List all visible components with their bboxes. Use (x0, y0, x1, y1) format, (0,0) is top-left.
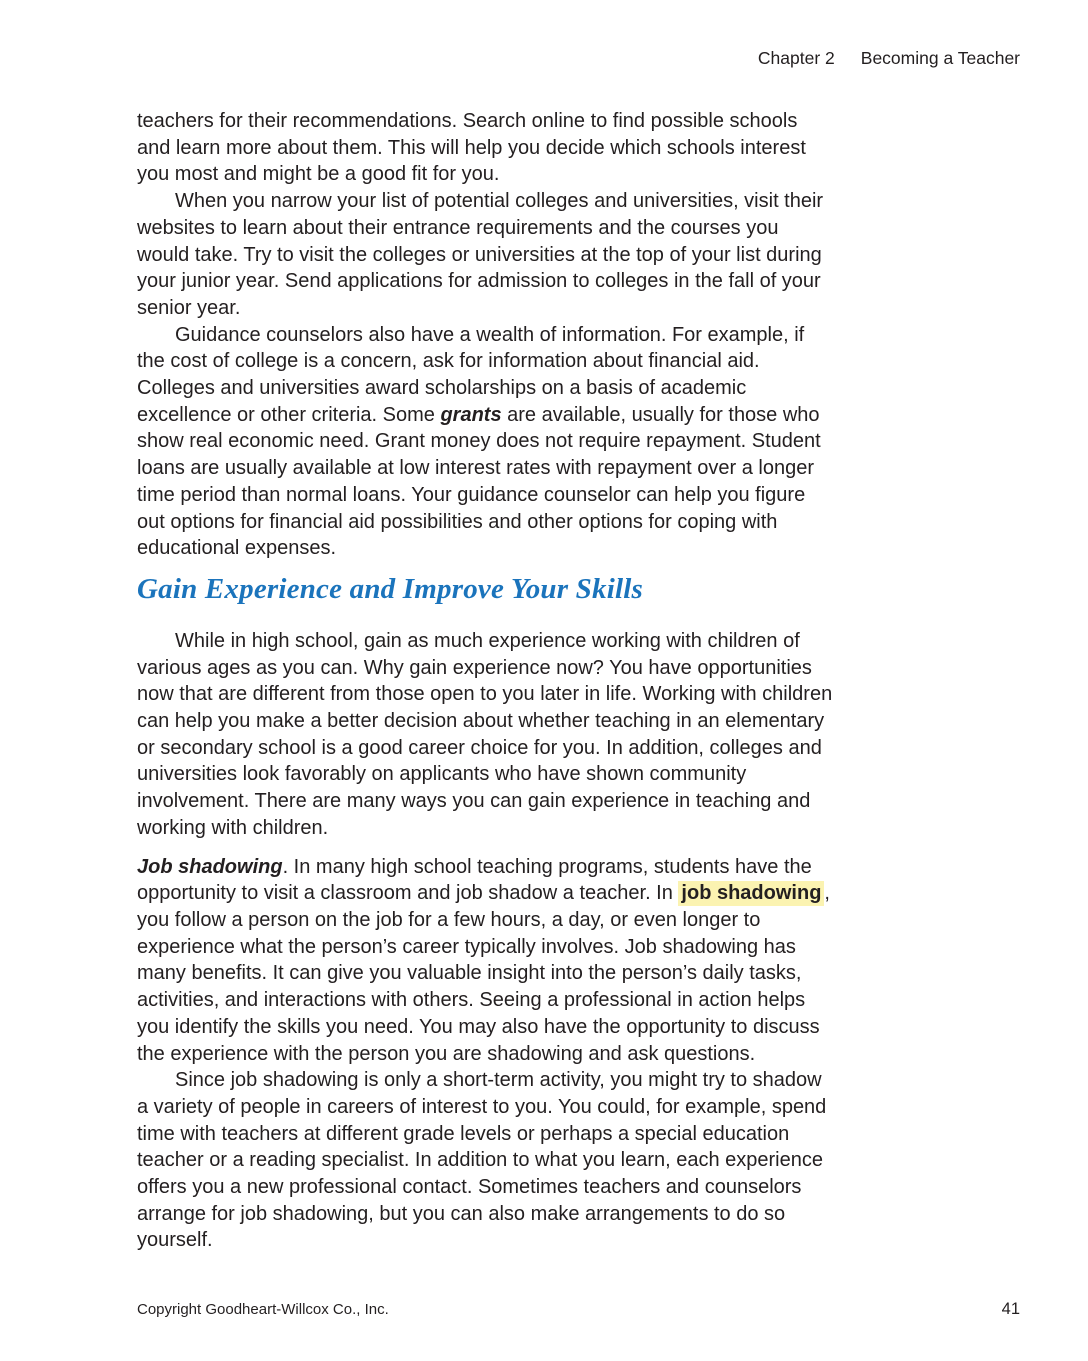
body-text-column (137, 108, 834, 1254)
page-footer (137, 1300, 1020, 1319)
paragraph-continued-from-previous-page: teachers for their recommendations. Search online to find possible schools and learn more about them. This will help you decide which schools interest you most and might be a good fit for you. (137, 110, 806, 186)
paragraph-job-shadowing (137, 854, 834, 1068)
section-heading-gain-experience: Gain Experience and Improve Your Skills (137, 572, 643, 605)
paragraph-since-job-shadowing: Since job shadowing is only a short-term activity, you might try to shadow a variety of people in careers of interest to you. You could, for example, spend time with teachers at different grade levels or perhaps a special education teacher or a reading specialist. In addition to what you learn, each experience offers you a new professional contact. Sometimes teachers and counselors arrange for job shadowing, but you can also make arrangements to do so yourself. (137, 1069, 827, 1252)
paragraph-text-run: , you follow a person on the job for a few hours, a day, or even longer to experience what the person’s career typically involves. Job shadowing has many benefits. It can give you valuable insight into the person’s daily tasks, activities, and interactions with others. Seeing a professional in action helps you identify the skills you need. You may also have the opportunity to discuss the experience with the person you are shadowing and ask questions. (137, 882, 830, 1065)
highlighted-key-term-job-shadowing: job shadowing (678, 881, 824, 906)
paragraph-guidance-counselors (137, 322, 834, 562)
page-number: 41 (1001, 1300, 1020, 1318)
paragraph-text-run: Guidance counselors also have a wealth of information. For example, if the cost of college is a concern, ask for information about financial aid. Colleges and universities award scholarships on a basis of academic excellence or other criteria. Some (137, 323, 805, 426)
running-head-section-title: Becoming a Teacher (860, 48, 1020, 68)
running-head-chapter-label: Chapter 2 (757, 48, 835, 68)
run-in-head-job-shadowing: Job shadowing (137, 855, 283, 878)
running-head (758, 48, 1020, 68)
paragraph-text-run: . In many high school teaching programs, students have the opportunity to visit a classroom and job shadow a teacher. In (137, 855, 812, 905)
paragraph-text-run: are available, usually for those who show real economic need. Grant money does not require repayment. Student loans are usually available at low interest rates with repayment over a longer time period than normal loans. Your guidance counselor can help you figure out options for financial aid possibilities and other options for coping with educational expenses. (137, 403, 821, 560)
key-term-grants: grants (440, 403, 502, 426)
copyright-notice: Copyright Goodheart-Willcox Co., Inc. (137, 1301, 389, 1318)
paragraph-narrow-your-list: When you narrow your list of potential colleges and universities, visit their websites to learn about their entrance requirements and the courses you would take. Try to visit the colleges or universities at the top of your list during your junior year. Send applications for admission to colleges in the fall of your senior year. (137, 190, 824, 319)
paragraph-while-in-high-school: While in high school, gain as much experience working with children of various ages as you can. Why gain experience now? You have opportunities now that are different from those open to you later in life. Working with children can help you make a better decision about whether teaching in an elementary or secondary school is a good career choice for you. In addition, colleges and universities look favorably on applicants who have shown community involvement. There are many ways you can gain experience in teaching and working with children. (137, 629, 833, 839)
